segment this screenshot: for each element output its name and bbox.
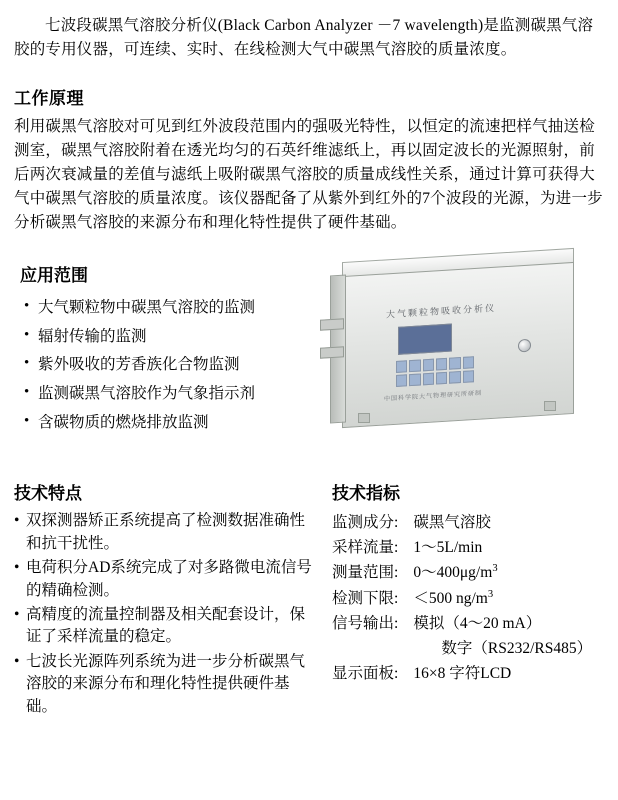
scope-title: 应用范围 bbox=[20, 266, 88, 286]
features-section bbox=[14, 479, 314, 720]
table-row bbox=[332, 510, 604, 535]
specs-title: 技术指标 bbox=[332, 484, 400, 504]
specs-section bbox=[332, 479, 604, 720]
keypad-key bbox=[396, 360, 407, 373]
device-handle-upper bbox=[320, 318, 344, 330]
spec-key: 检测下限: bbox=[332, 589, 399, 607]
spec-key: 显示面板: bbox=[332, 665, 399, 683]
keypad-key bbox=[396, 374, 407, 387]
spec-value-secondary: 数字（RS232/RS485） bbox=[441, 639, 593, 657]
device-front-panel bbox=[368, 277, 554, 412]
device-knob bbox=[518, 339, 531, 353]
keypad-key bbox=[436, 358, 447, 371]
principle-paragraph: 利用碳黑气溶胶对可见到红外波段范围内的强吸光特性，以恒定的流速把样气抽送检测室，碳黑气溶胶附着在透光均匀的石英纤维滤纸上，再以固定波长的光源照射，前后两次衰减量的差值与滤纸上吸附碳黑气溶胶的质量成线性关系，通过计算可获得大气中碳黑气溶胶的质量浓度。该仪器配备了从紫外到红外的7个波段的光源，为进一步分析碳黑气溶胶的来源分布和理化特性提供了硬件基础。 bbox=[14, 118, 603, 232]
scope-section bbox=[14, 261, 604, 461]
spec-key-empty bbox=[332, 636, 413, 661]
list-item: • 辐射传输的监测 bbox=[24, 323, 324, 352]
device-foot bbox=[358, 413, 370, 423]
list-item: • 双探测器矫正系统提高了检测数据准确性和抗干扰性。 bbox=[14, 510, 314, 555]
keypad-key bbox=[423, 359, 434, 372]
device-foot bbox=[544, 401, 556, 411]
keypad-key bbox=[449, 371, 460, 384]
spec-value: 模拟（4～20 mA） bbox=[413, 614, 542, 632]
device-brand-label: 大气颗粒物吸收分析仪 bbox=[386, 302, 497, 320]
device-lcd-screen bbox=[398, 324, 452, 355]
spec-key: 监测成分: bbox=[332, 514, 399, 532]
bottom-columns bbox=[14, 479, 604, 720]
list-item: • 含碳物质的燃烧排放监测 bbox=[24, 409, 324, 438]
list-item: • 七波长光源阵列系统为进一步分析碳黑气溶胶的来源分布和理化特性提供硬件基础。 bbox=[14, 651, 314, 718]
scope-list bbox=[14, 294, 324, 437]
spec-key: 信号输出: bbox=[332, 614, 399, 632]
features-list bbox=[14, 510, 314, 718]
spec-value: $0\sim 400\mu g/m^3$ bbox=[413, 563, 498, 582]
table-row bbox=[332, 586, 604, 611]
device-keypad bbox=[396, 356, 474, 387]
spec-key: 测量范围: bbox=[332, 564, 399, 582]
keypad-key bbox=[463, 370, 474, 383]
keypad-key bbox=[463, 356, 474, 369]
table-row bbox=[332, 611, 604, 636]
list-item: • 大气颗粒物中碳黑气溶胶的监测 bbox=[24, 294, 324, 323]
analyzer-device-image bbox=[312, 261, 592, 451]
list-item: • 监测碳黑气溶胶作为气象指示剂 bbox=[24, 380, 324, 409]
spec-value: ＜500 $ng/m^3$ bbox=[413, 588, 494, 607]
keypad-key bbox=[436, 372, 447, 385]
spec-key: 采样流量: bbox=[332, 539, 399, 557]
spec-value: 16×8 字符LCD bbox=[413, 665, 512, 683]
keypad-key bbox=[449, 357, 460, 370]
table-row bbox=[332, 560, 604, 585]
device-footer-label: 中国科学院大气物理研究所研制 bbox=[384, 390, 483, 403]
intro-paragraph: 七波段碳黑气溶胶分析仪(Black Carbon Analyzer －7 wavelength)是监测碳黑气溶胶的专用仪器，可连续、实时、在线检测大气中碳黑气溶胶的质量浓度。 bbox=[14, 17, 594, 59]
table-row bbox=[332, 535, 604, 560]
list-item: • 高精度的流量控制器及相关配套设计，保证了采样流量的稳定。 bbox=[14, 604, 314, 649]
keypad-key bbox=[409, 360, 420, 373]
list-item: • 紫外吸收的芳香族化合物监测 bbox=[24, 351, 324, 380]
table-row bbox=[332, 661, 604, 686]
device-handle-lower bbox=[320, 346, 344, 358]
spec-value: 碳黑气溶胶 bbox=[413, 514, 491, 532]
table-row bbox=[332, 636, 604, 661]
principle-title: 工作原理 bbox=[14, 89, 84, 109]
list-item: • 电荷积分AD系统完成了对多路微电流信号的精确检测。 bbox=[14, 557, 314, 602]
spec-value: 1～5L/min bbox=[413, 539, 483, 557]
keypad-key bbox=[409, 374, 420, 387]
specs-table bbox=[332, 510, 604, 686]
features-title: 技术特点 bbox=[14, 484, 82, 504]
keypad-key bbox=[423, 373, 434, 386]
